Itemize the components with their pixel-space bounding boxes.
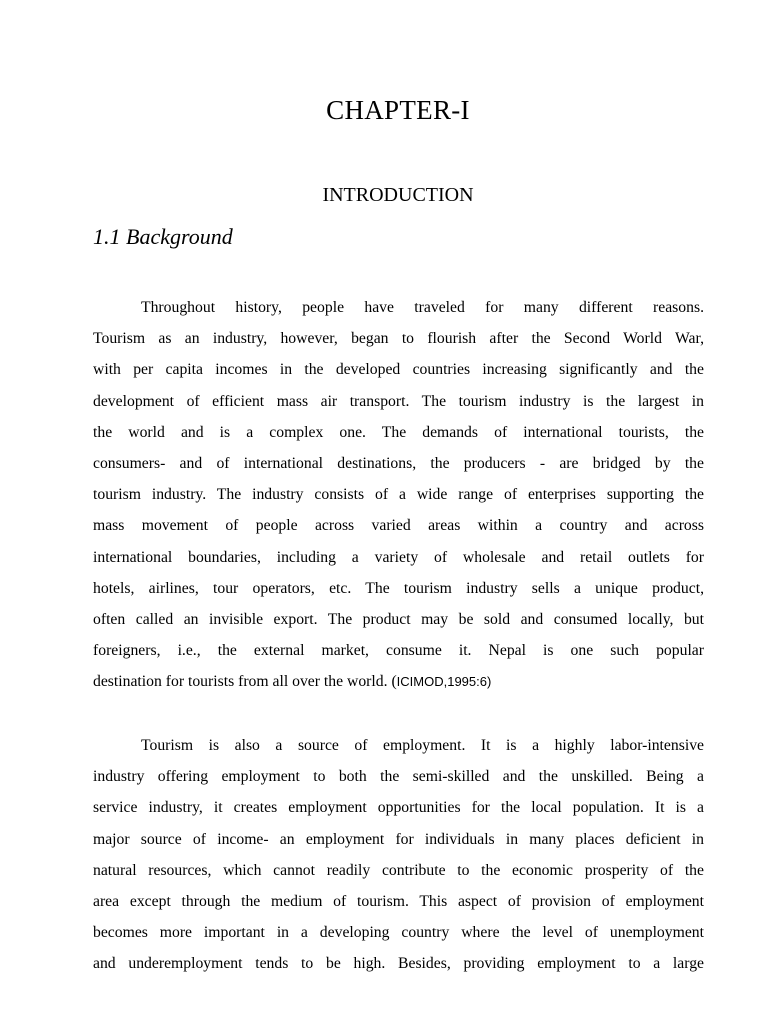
paragraph-line: industry offering employment to both the semi-skilled and the unskilled. Being a <box>93 768 704 786</box>
paragraph-last-line <box>93 666 704 697</box>
paragraph-line: natural resources, which cannot readily contribute to the economic prosperity of the <box>93 861 704 879</box>
paragraph-line: Tourism as an industry, however, began to flourish after the Second World War, <box>93 330 704 348</box>
introduction-heading: INTRODUCTION <box>322 184 474 206</box>
paragraph-line: service industry, it creates employment opportunities for the local population. It is a <box>93 799 704 817</box>
paragraph-line: Tourism is also a source of employment. It is a highly labor-intensive <box>141 737 704 754</box>
paragraph-line: tourism industry. The industry consists of a wide range of enterprises supporting the <box>93 486 704 504</box>
paragraph-line: with per capita incomes in the developed countries increasing significantly and the <box>93 361 704 379</box>
paragraph-line: and underemployment tends to be high. Besides, providing employment to a large <box>93 955 704 973</box>
paragraph-line: major source of income- an employment for individuals in many places deficient in <box>93 830 704 848</box>
chapter-heading: CHAPTER-I <box>326 95 470 125</box>
paragraph-line: international boundaries, including a variety of wholesale and retail outlets for <box>93 548 704 566</box>
paragraph-line: becomes more important in a developing country where the level of unemployment <box>93 924 704 942</box>
paragraph-2 <box>93 730 704 980</box>
paragraph-line: Throughout history, people have traveled for many different reasons. <box>141 299 704 316</box>
paragraph-line: development of efficient mass air transport. The tourism industry is the largest in <box>93 392 704 410</box>
paragraph-line: mass movement of people across varied areas within a country and across <box>93 517 704 535</box>
paragraph-line: the world and is a complex one. The demands of international tourists, the <box>93 423 704 441</box>
paragraph-line: foreigners, i.e., the external market, consume it. Nepal is one such popular <box>93 642 704 660</box>
paragraph-line: consumers- and of international destinations, the producers - are bridged by the <box>93 455 704 473</box>
paragraph-line: area except through the medium of tourism. This aspect of provision of employment <box>93 893 704 911</box>
citation: ICIMOD,1995:6) <box>396 674 492 690</box>
paragraph-line: hotels, airlines, tour operators, etc. The tourism industry sells a unique product, <box>93 579 704 597</box>
section-heading: 1.1 Background <box>93 224 233 249</box>
paragraph-line: often called an invisible export. The product may be sold and consumed locally, but <box>93 611 704 629</box>
paragraph-line-text: destination for tourists from all over the world. ( <box>93 673 397 691</box>
paragraph-1 <box>93 292 704 698</box>
